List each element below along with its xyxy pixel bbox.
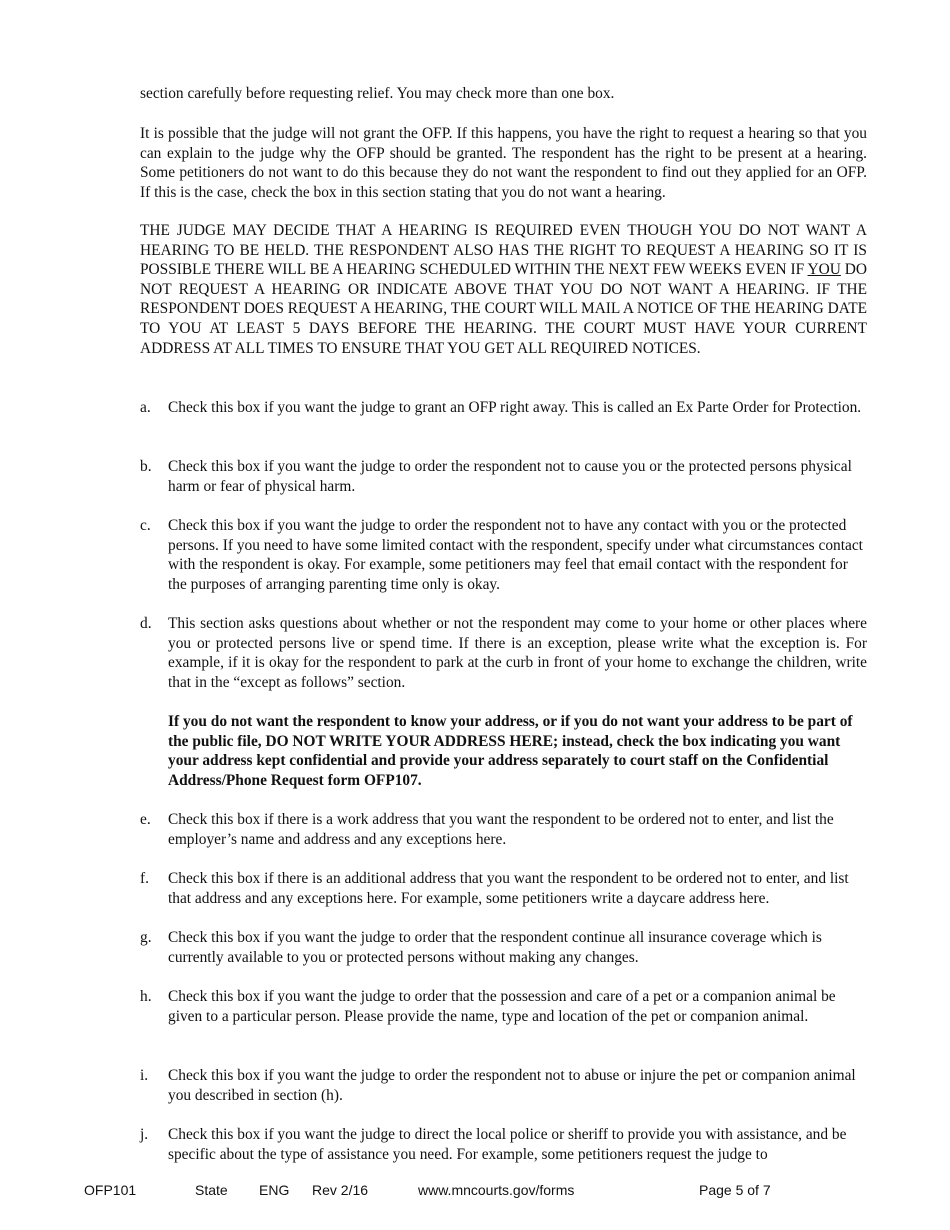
caps-warning-part-1: THE JUDGE MAY DECIDE THAT A HEARING IS REQUIRED EVEN THOUGH YOU DO NOT WANT A HEARING TO BE HELD. THE RESPONDENT ALSO HAS THE RIGHT TO REQUEST A HEARING SO IT IS POSSIBLE THERE WILL BE A HEARING SCHEDULED WITHIN THE NEXT FEW WEEKS EVEN IF — [140, 222, 867, 279]
footer-jurisdiction: State — [195, 1182, 228, 1198]
item-text: Check this box if there is a work address that you want the respondent to be ordered not to enter, and list the employer’s name and address and any exceptions here. — [168, 811, 834, 848]
item-text: Check this box if you want the judge to direct the local police or sheriff to provide you with assistance, and be specific about the type of assistance you need. For example, some petitioners request the judge to — [168, 1126, 847, 1163]
item-text: Check this box if you want the judge to order the respondent not to cause you or the protected persons physical harm or fear of physical harm. — [168, 458, 852, 495]
item-text: Check this box if you want the judge to order that the possession and care of a pet or a companion animal be given to a particular person. Please provide the name, type and location of the pet or companion animal. — [168, 988, 836, 1025]
item-text: Check this box if you want the judge to grant an OFP right away. This is called an Ex Parte Order for Protection. — [168, 399, 862, 416]
footer-form-id: OFP101 — [84, 1182, 137, 1198]
item-text: Check this box if you want the judge to order the respondent not to have any contact with you or the protected persons. If you need to have some limited contact with the respondent, specify under what circumstances contact with the respondent is okay. For example, some petitioners may feel that email contact with the respondent for the purposes of arranging parenting time only is okay. — [168, 517, 863, 593]
intro-line: section carefully before requesting relief. You may check more than one box. — [140, 85, 615, 102]
item-text: Check this box if you want the judge to order the respondent not to abuse or injure the pet or companion animal you described in section (h). — [168, 1067, 856, 1104]
item-letter: c. — [140, 517, 151, 534]
item-text: Check this box if you want the judge to order that the respondent continue all insurance coverage which is currently available to you or protected persons without making any changes. — [168, 929, 822, 966]
item-letter: f. — [140, 870, 149, 887]
hearing-paragraph: It is possible that the judge will not grant the OFP. If this happens, you have the right to request a hearing so that you can explain to the judge why the OFP should be granted. The respondent has the right to be present at a hearing. Some petitioners do not want to do this because they do not want the respondent to find out they applied for an OFP. If this is the case, check the box in this section stating that you do not want a hearing. — [140, 125, 867, 201]
footer-page-number: Page 5 of 7 — [699, 1182, 771, 1198]
item-letter: b. — [140, 458, 152, 475]
caps-warning-part-2: DO NOT REQUEST A HEARING OR INDICATE ABOVE THAT YOU DO NOT WANT A HEARING. IF THE RESPONDENT DOES REQUEST A HEARING, THE COURT WILL MAIL A NOTICE OF THE HEARING DATE TO YOU AT LEAST 5 DAYS BEFORE THE HEARING. THE COURT MUST HAVE YOUR CURRENT ADDRESS AT ALL TIMES TO ENSURE THAT YOU GET ALL REQUIRED NOTICES. — [140, 261, 868, 357]
footer-language: ENG — [259, 1182, 290, 1198]
item-text: Check this box if there is an additional address that you want the respondent to be ordered not to enter, and list that address and any exceptions here. For example, some petitioners write a daycare address here. — [168, 870, 849, 907]
caps-warning-underlined-you: YOU — [807, 261, 841, 279]
item-letter: a. — [140, 399, 151, 416]
bold-note-text: If you do not want the respondent to know your address, or if you do not want your address to be part of the public file, DO NOT WRITE YOUR ADDRESS HERE; instead, check the box indicating you want your address kept confidential and provide your address separately to court staff on the Confidential Address/Phone Request form OFP107. — [168, 713, 853, 789]
item-letter: j. — [140, 1126, 149, 1143]
page-footer — [0, 1181, 950, 1201]
footer-revision: Rev 2/16 — [312, 1182, 369, 1198]
caps-warning-paragraph — [140, 221, 867, 358]
item-letter: g. — [140, 929, 152, 946]
item-text: This section asks questions about whether or not the respondent may come to your home or other places where you or protected persons live or spend time. If there is an exception, please write what the exception is. For example, if it is okay for the respondent to park at the curb in front of your home to exchange the children, write that in the “except as follows” section. — [168, 615, 867, 691]
footer-url: www.mncourts.gov/forms — [418, 1182, 575, 1198]
item-letter: i. — [140, 1067, 149, 1084]
item-letter: e. — [140, 811, 151, 828]
item-letter: h. — [140, 988, 152, 1005]
item-letter: d. — [140, 615, 152, 632]
